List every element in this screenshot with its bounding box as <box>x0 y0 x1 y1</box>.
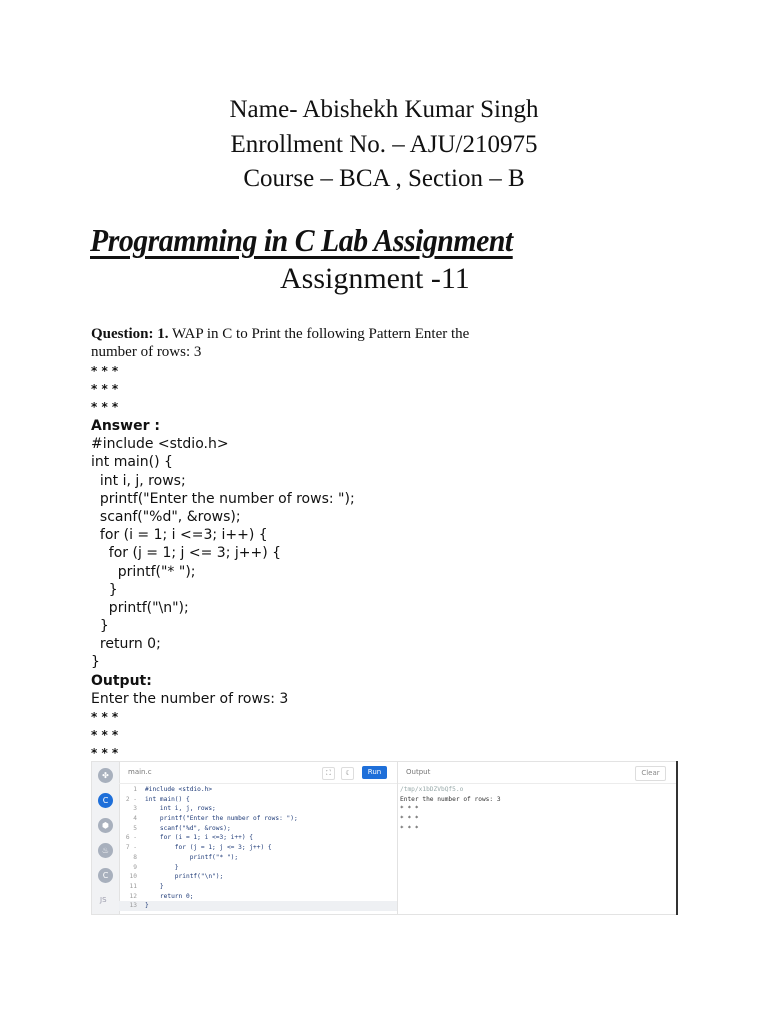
line-number: 4 <box>133 815 137 823</box>
code-line: } <box>91 654 100 671</box>
editor-code: #include <stdio.h> <box>145 786 213 793</box>
editor-line <box>119 824 397 834</box>
student-name: Name- Abishekh Kumar Singh <box>229 96 539 123</box>
editor-code: } <box>145 882 164 890</box>
code-line: printf("* "); <box>91 563 196 580</box>
question-label: Question: 1. <box>91 326 169 342</box>
code-line: int i, j, rows; <box>91 472 186 489</box>
line-number: 10 <box>129 873 137 881</box>
output-line: Enter the number of rows: 3 <box>400 795 501 803</box>
line-number: 11 <box>129 882 137 890</box>
output-line: * * * <box>400 805 419 813</box>
question-pattern <box>91 362 118 417</box>
line-number: 6 - <box>125 834 137 842</box>
answer-label: Answer : <box>91 418 160 434</box>
toolbar-divider <box>119 783 678 784</box>
editor-line <box>119 795 397 805</box>
pattern-line: * * * <box>91 382 119 397</box>
editor-line <box>119 892 397 902</box>
line-number: 12 <box>129 892 137 900</box>
assignment-number: Assignment -11 <box>280 262 470 295</box>
pattern-line: * * * <box>91 400 119 415</box>
line-number: 8 <box>133 853 137 861</box>
code-line: printf("\n"); <box>91 599 189 616</box>
line-number: 3 <box>133 805 137 813</box>
c-language-icon[interactable]: C <box>98 793 113 808</box>
code-line: for (i = 1; i <=3; i++) { <box>91 527 268 544</box>
editor-line <box>119 882 397 892</box>
editor-line <box>119 814 397 824</box>
code-line: for (j = 1; j <= 3; j++) { <box>91 545 282 562</box>
code-line: return 0; <box>91 636 161 653</box>
pattern-line: * * * <box>91 364 119 378</box>
editor-line <box>119 785 397 795</box>
line-number: 5 <box>133 824 137 832</box>
line-number: 13 <box>129 902 137 910</box>
ide-sidebar <box>92 762 120 915</box>
fullscreen-icon[interactable]: ⛶ <box>322 767 335 780</box>
enrollment-number: Enrollment No. – AJU/210975 <box>230 131 538 158</box>
ide-screenshot <box>91 761 678 915</box>
editor-code: printf("\n"); <box>145 873 224 881</box>
output-console <box>400 785 501 833</box>
file-tab[interactable]: main.c <box>128 768 152 776</box>
editor-code: scanf("%d", &rows); <box>145 824 231 832</box>
cpp-language-icon[interactable]: ⬢ <box>98 818 113 833</box>
output-pattern-line: * * * <box>91 746 119 761</box>
code-line: scanf("%d", &rows); <box>91 508 241 525</box>
code-line: printf("Enter the number of rows: "); <box>91 490 355 507</box>
output-line: /tmp/x1bDZVbQf5.o <box>400 786 464 793</box>
java-icon[interactable]: ♨ <box>98 843 113 858</box>
python-icon[interactable]: ✤ <box>98 768 113 783</box>
run-button[interactable]: Run <box>362 766 387 779</box>
line-number: 2 - <box>125 795 137 803</box>
course-section: Course – BCA , Section – B <box>243 165 525 192</box>
line-number: 9 <box>133 863 137 871</box>
editor-line <box>119 872 397 882</box>
output-tab: Output <box>406 768 431 776</box>
output-prompt: Enter the number of rows: 3 <box>91 690 289 707</box>
editor-code: } <box>145 863 179 871</box>
editor-code: printf("Enter the number of rows: "); <box>145 815 298 823</box>
editor-code: int i, j, rows; <box>145 805 216 813</box>
line-number: 1 <box>133 786 137 793</box>
output-pattern-line: * * * <box>91 710 119 724</box>
output-pattern-line: * * * <box>91 728 119 743</box>
theme-toggle-icon[interactable]: ☾ <box>341 767 354 780</box>
answer-block <box>91 417 355 763</box>
editor-code: printf("* "); <box>145 853 239 861</box>
pane-divider[interactable] <box>397 762 398 915</box>
question-text <box>91 325 511 361</box>
editor-code: } <box>145 902 149 910</box>
editor-line <box>119 863 397 873</box>
line-number: 7 - <box>125 844 137 852</box>
code-editor[interactable] <box>119 785 397 911</box>
editor-line <box>119 833 397 843</box>
javascript-icon[interactable]: JS <box>100 896 107 904</box>
screenshot-border <box>676 761 678 915</box>
code-line: } <box>91 581 118 598</box>
editor-line <box>119 853 397 863</box>
document-title: Programming in C Lab Assignment <box>90 222 513 258</box>
editor-code: int main() { <box>145 795 190 803</box>
output-label: Output: <box>91 672 152 689</box>
editor-code: for (j = 1; j <= 3; j++) { <box>145 844 272 852</box>
code-line: int main() { <box>91 454 173 471</box>
editor-line <box>119 843 397 853</box>
code-line: #include <stdio.h> <box>91 436 229 453</box>
csharp-language-icon[interactable]: C <box>98 868 113 883</box>
editor-code: for (i = 1; i <=3; i++) { <box>145 834 254 842</box>
question-body: WAP in C to Print the following Pattern Enter the number of rows: 3 <box>91 326 470 360</box>
output-line: * * * <box>400 824 419 832</box>
code-line: } <box>91 618 109 635</box>
clear-button[interactable]: Clear <box>635 766 666 781</box>
editor-line <box>119 804 397 814</box>
output-line: * * * <box>400 815 419 823</box>
editor-line-current <box>119 901 397 911</box>
editor-code: return 0; <box>145 892 194 900</box>
